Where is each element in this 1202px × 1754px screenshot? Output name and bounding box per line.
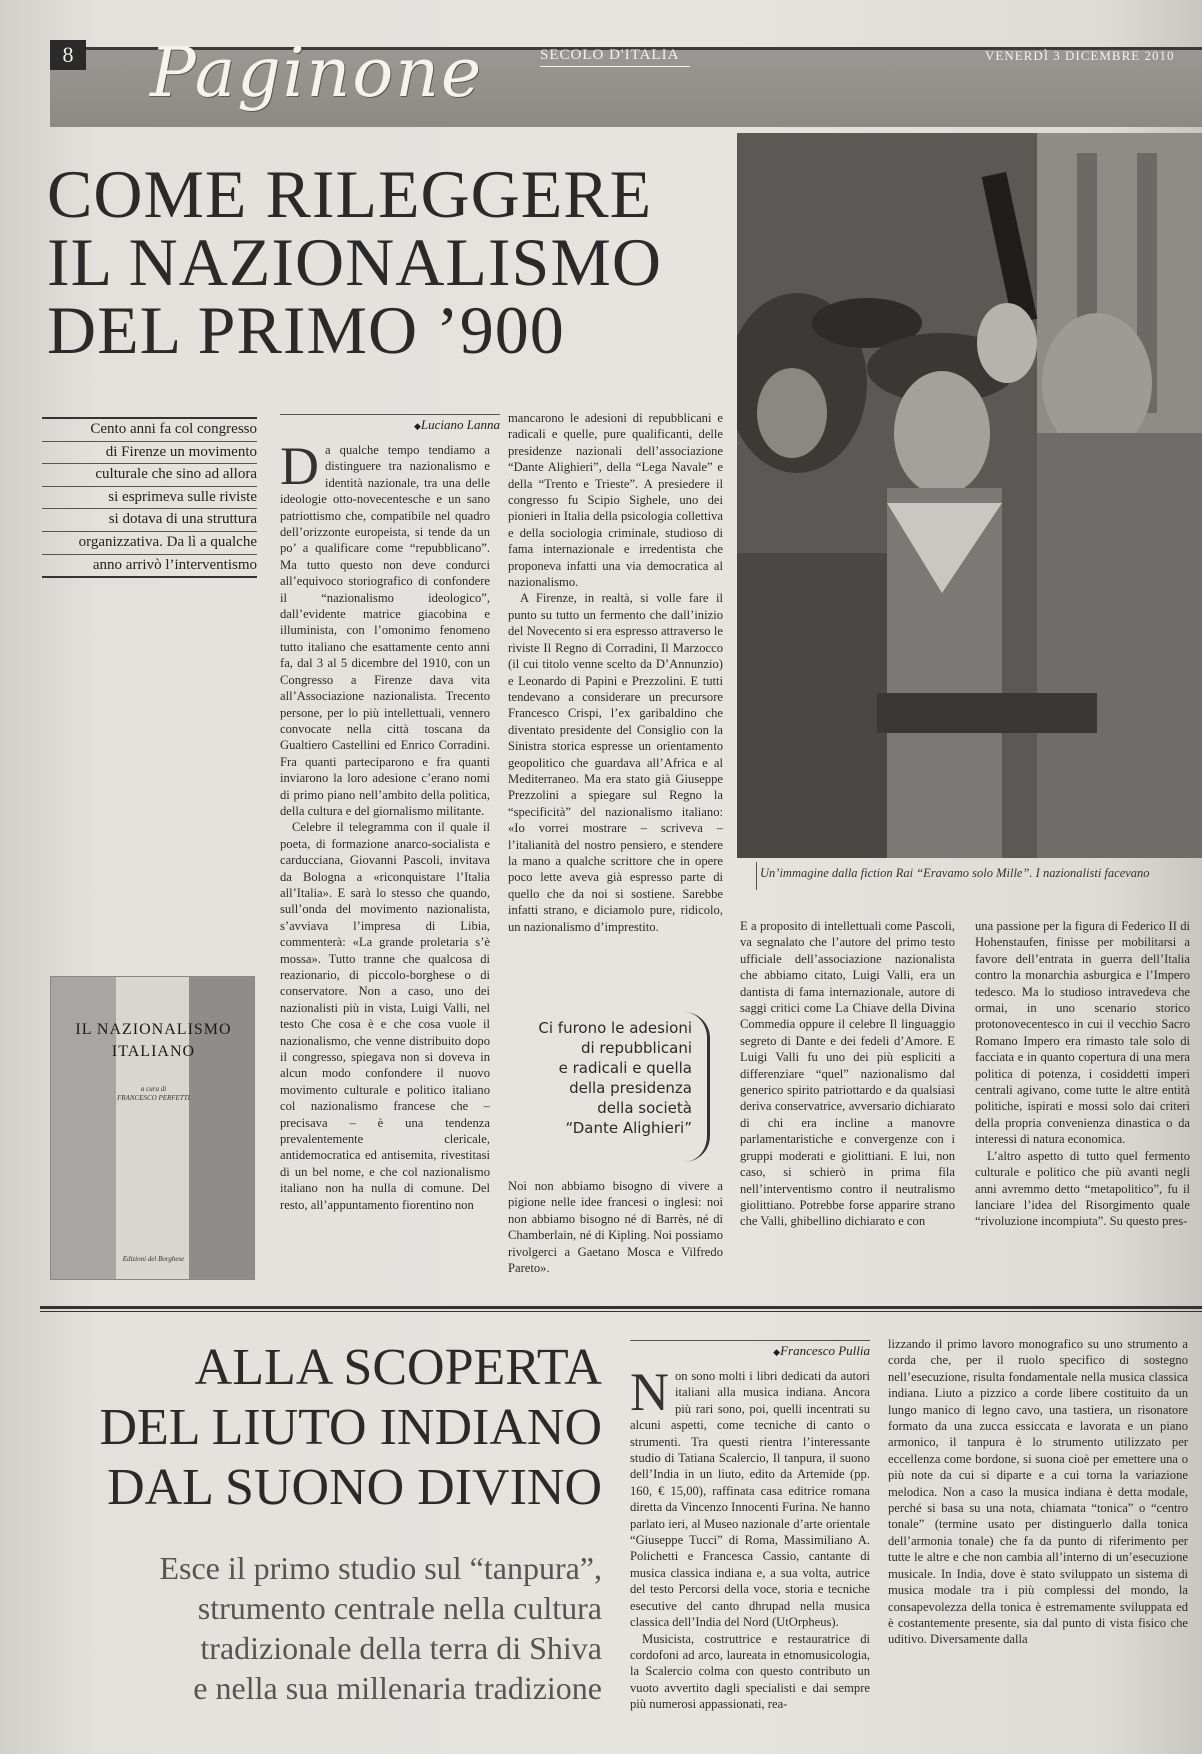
pull-quote-bracket xyxy=(684,1012,710,1162)
article-column xyxy=(740,918,955,1278)
masthead-rule xyxy=(540,66,690,67)
article-column xyxy=(888,1336,1188,1748)
paragraph: Noi non abbiamo bisogno di vivere a pigione nelle idee francesi o inglesi: noi non abbiamo bisogno né di Barrès, né di Chamberlain, né di Kipling. Noi possiamo rivolgerci a Gaetano Mosca e Vilfredo Pareto». xyxy=(508,1179,723,1276)
book-title-line: IL NAZIONALISMO xyxy=(75,1021,232,1038)
headline-line: IL NAZIONALISMO xyxy=(47,224,662,300)
book-title-line: ITALIANO xyxy=(111,1043,196,1060)
article-column xyxy=(975,918,1190,1278)
pull-quote-line: “Dante Alighieri” xyxy=(565,1119,692,1137)
article-byline: ◆ Luciano Lanna xyxy=(280,414,500,433)
article-photo xyxy=(737,133,1202,858)
paragraph: una passione per la figura di Federico II di Hohenstaufen, finisse per mobilitarsi a favore dell’entrata in guerra dell’Italia contro la monarchia asburgica e l’Impero tedesco. Ma lo studioso intravedeva che ormai, in uno scenario storico protonovecentesco in cui il vecchio Sacro Romano Impero era rimasto tale solo di facciata e in quanto copertura di una mera politica di potenza, i cosiddetti imperi centrali agivano, come tutte le altre entità politiche, ispirati e mossi solo dai criteri della propria convenienza dinastica o da interessi di natura economica. xyxy=(975,919,1190,1147)
subhead-line: Esce il primo studio sul “tanpura”, xyxy=(159,1550,602,1586)
drop-cap: N xyxy=(630,1368,669,1422)
paragraph: a qualche tempo tendiamo a distinguere tra nazionalismo e identità nazionale, tra una delle ideologie otto-novecentesche e un sano patriottismo che, compatibile nel quadro dell’orizzonte europeista, si tende da un po’ a qualificare come “repubblicano”. Ma tutto questo non deve condurci all’equivoco storiografico di confondere il “nazionalismo ideologico”, dall’evidente matrice giacobina e illuminista, con l’omonimo fenomeno tutto italiano che esattamente cento anni fa, dal 3 al 5 dicembre del 1910, con un Congresso a Firenze dava vita all’Associazione nazionalista. Trecento persone, per lo più intellettuali, vennero convocate nella città toscana da Gualtiero Castellini ed Enrico Corradini. Fra quanti parteciparono e fra quanti inviarono la loro adesione c’erano nomi di primo piano nell’ambito della politica, della cultura e del giornalismo militante. xyxy=(280,443,490,818)
subhead-line: di Firenze un movimento xyxy=(42,442,257,465)
book-cover-image xyxy=(50,976,255,1280)
masthead: SECOLO D'ITALIA xyxy=(540,47,680,63)
section-divider xyxy=(40,1311,1202,1312)
subhead-line: si esprimeva sulle riviste xyxy=(42,487,257,510)
subhead-line: e nella sua millenaria tradizione xyxy=(193,1670,602,1706)
page-number: 8 xyxy=(50,40,86,70)
photo-caption: Un’immagine dalla fiction Rai “Eravamo solo Mille”. I nazionalisti facevano xyxy=(760,866,1150,880)
headline-line: DAL SUONO DIVINO xyxy=(107,1459,602,1516)
subhead-line: Cento anni fa col congresso xyxy=(42,419,257,442)
pull-quote xyxy=(512,1018,692,1138)
pull-quote-line: Ci furono le adesioni xyxy=(538,1019,692,1037)
article-column xyxy=(280,442,490,1282)
pull-quote-line: di repubblicani xyxy=(580,1039,692,1057)
subhead-line: strumento centrale nella cultura xyxy=(197,1590,602,1626)
pull-quote-line: della presidenza xyxy=(569,1079,692,1097)
subhead-line: anno arrivò l’interventismo xyxy=(92,556,257,573)
subhead-line: tradizionale della terra di Shiva xyxy=(200,1630,602,1666)
section-title: Paginone xyxy=(150,34,484,113)
article-headline xyxy=(42,1338,602,1518)
headline-line: DEL LIUTO INDIANO xyxy=(99,1399,602,1456)
headline-line: ALLA SCOPERTA xyxy=(194,1339,602,1396)
paragraph: L’altro aspetto di tutto quel fermento culturale e politico che più avanti negli anni avremmo detto “metapolitico”, fu il lanciare l’idea del Risorgimento quale “rivoluzione incompiuta”. Su questo pres- xyxy=(975,1148,1190,1229)
article-subhead xyxy=(42,1548,602,1708)
paragraph: E a proposito di intellettuali come Pascoli, va segnalato che l’autore del primo testo ufficiale dell’associazione nazionalista che abbiamo citato, Luigi Valli, era un dantista di fama internazionale, autore di saggi critici come La Chiave della Divina Commedia oppure il celebre Il linguaggio segreto di Dante e dei fedeli d’Amore. E Luigi Valli fu uno dei più espliciti a differenziare “quel” nazionalismo dal generico spirito patriottardo e da qualsiasi deriva conservatrice, avversario dichiarato di chi era incline a manovre parlamentaristiche e convergenze con i gruppi moderati e giolittiani. E lui, non caso, si schierò in prima fila nell’interventismo contro il neutralismo giolittiano. Potrebbe forse apparire strano che Valli, ghibellino dichiarato e con xyxy=(740,919,955,1229)
book-editor xyxy=(61,1085,246,1103)
caption-rule xyxy=(756,862,757,890)
article-column xyxy=(630,1368,870,1748)
subhead-line: si dotava di una struttura xyxy=(42,509,257,532)
article-subhead xyxy=(42,417,257,578)
pull-quote-line: della società xyxy=(597,1099,692,1117)
book-title xyxy=(55,1019,252,1063)
photo-illustration xyxy=(737,133,1202,858)
subhead-line: organizzativa. Da lì a qualche xyxy=(42,532,257,555)
subhead-line: culturale che sino ad allora xyxy=(42,464,257,487)
paragraph: Celebre il telegramma con il quale il poeta, di formazione anarco-socialista e carducciana, Giovanni Pascoli, invitava da Bologna a «riconquistare l’Italia all’Italia». E sarà lo stesso che quando, sull’onda del movimento nazionalista, s’avviava l’impresa di Libia, commenterà: «La grande proletaria s’è mossa». Tutto tranne che qualcosa di reazionario, di piccolo-borghese o di conservatore. Non a caso, uno dei nazionalisti più in vista, Luigi Valli, nel testo Che cosa è e che cosa vuole il nazionalismo, che venne distribuito dopo il congresso, spiegava non si doveva in alcun modo confondere il nuovo movimento culturale e politico italiano col nazionalismo francese che – precisava – è una tendenza prevalentemente clericale, antidemocratica ed antisemita, rivestitasi di un bel nome, e che col nazionalismo italiano non ha nulla di comune. Del resto, all’appuntamento fiorentino non xyxy=(280,820,490,1212)
headline-line: DEL PRIMO ’900 xyxy=(47,292,565,368)
article-headline xyxy=(47,156,737,368)
book-editor-line: FRANCESCO PERFETTI xyxy=(117,1094,190,1102)
article-column xyxy=(508,1178,723,1280)
headline-line: COME RILEGGERE xyxy=(47,156,653,232)
paragraph: mancarono le adesioni di repubblicani e radicali e quelle, pure qualificanti, delle presidenze nazionali dell’associazione “Dante Alighieri”, della “Lega Navale” e della “Trento e Trieste”. A presiedere il congresso fu Scipio Sighele, uno dei pionieri in Italia della psicologia collettiva e della sociologia criminale, studioso di fama internazionale e irredentista che proponeva infatti una via democratica al nazionalismo. xyxy=(508,411,723,590)
paragraph: A Firenze, in realtà, si volle fare il punto su tutto un fermento che dall’inizio del Novecento si era espresso attraverso le riviste Il Regno di Corradini, Il Marzocco (il cui titolo venne scelto da D’Annunzio) e Leonardo di Papini e Prezzolini. E tutti tendevano a considerare un precursore Francesco Crispi, l’ex garibaldino che diventato presidente del Consiglio con la Sinistra storica espresse un orientamento geopolitico che guardava all’Africa e al Mediterraneo. Ma era stato già Giuseppe Prezzolini a spiegare sul Regno la “specificità” del nazionalismo italiano: «Io vorrei mostrare – scriveva – l’italianità del nostro pensiero, e stendere la mano a qualche scrittore che in opere poco lette aveva già espresso parte di quello che da noi si sostiene. Sarebbe infatti strano, e diciamolo pure, ridicolo, un nazionalismo d’imprestito. xyxy=(508,591,723,934)
issue-date: VENERDÌ 3 DICEMBRE 2010 xyxy=(985,48,1175,63)
paragraph: on sono molti i libri dedicati da autori italiani alla musica indiana. Ancora più rari sono, poi, quelli incentrati su alcuni aspetti, come tecniche di canto o strumenti. Tra questi rientra l’interessante studio di Tatiana Scalercio, Il tanpura, il suono dell’India in un liuto, edito da Artemide (pp. 160, € 15,00), raffinata casa editrice romana diretta da Vincenzo Innocenti Furina. Ne hanno parlato ieri, al Museo nazionale d’arte orientale “Giuseppe Tucci” di Roma, Massimiliano A. Polichetti e Francesca Cassio, cantante di musica classica indiana e, a sua volta, autrice del testo Percorsi della voce, storia e tecniche esecutive del canto dhrupad nella musica classica dell’India del Nord (UtOrpheus). xyxy=(630,1369,870,1630)
article-byline: ◆ Francesco Pullia xyxy=(630,1340,870,1359)
paragraph: Musicista, costruttrice e restauratrice di cordofoni ad arco, laureata in etnomusicologia, la Scalercio colma con questo contributo un vuoto avvertito dagli specialisti e dai sempre più numerosi appassionati, rea- xyxy=(630,1631,870,1712)
section-divider xyxy=(40,1306,1202,1309)
drop-cap: D xyxy=(280,442,319,496)
book-editor-line: a cura di xyxy=(140,1085,167,1093)
book-publisher: Edizioni del Borghese xyxy=(122,1255,185,1263)
paragraph: lizzando il primo lavoro monografico su uno strumento a corda che, per il ruolo specifico di sostegno nell’esecuzione, risulta fondamentale nella musica classica indiana. Liuto a pizzico a corde libere costituito da un lungo manico di legno cavo, una tastiera, un risonatore formato da una zucca essiccata e lavorata e un piano armonico, il tanpura è lo strumento utilizzato per eccellenza come bordone, si suona cioè per emettere una o più note da cui si diparte e a cui torna la variazione melodica. Non a caso la musica indiana è detta modale, perché si basa su una nota, chiamata “tonica” o “centro tonale” (termine usato per distinguerlo dalla tonica dell’armonia tonale) che fa da punto di riferimento per tutte le altre e che non cambia all’interno di un’esecuzione musicale. In India, dove è stato sviluppato un sistema di musica modale tra i più complessi del mondo, la consapevolezza della tonica è estremamente sviluppata ed è costantemente presente, sia dal punto di vista fisico che uditivo. Diversamente dalla xyxy=(888,1337,1188,1647)
pull-quote-line: e radicali e quella xyxy=(558,1059,692,1077)
